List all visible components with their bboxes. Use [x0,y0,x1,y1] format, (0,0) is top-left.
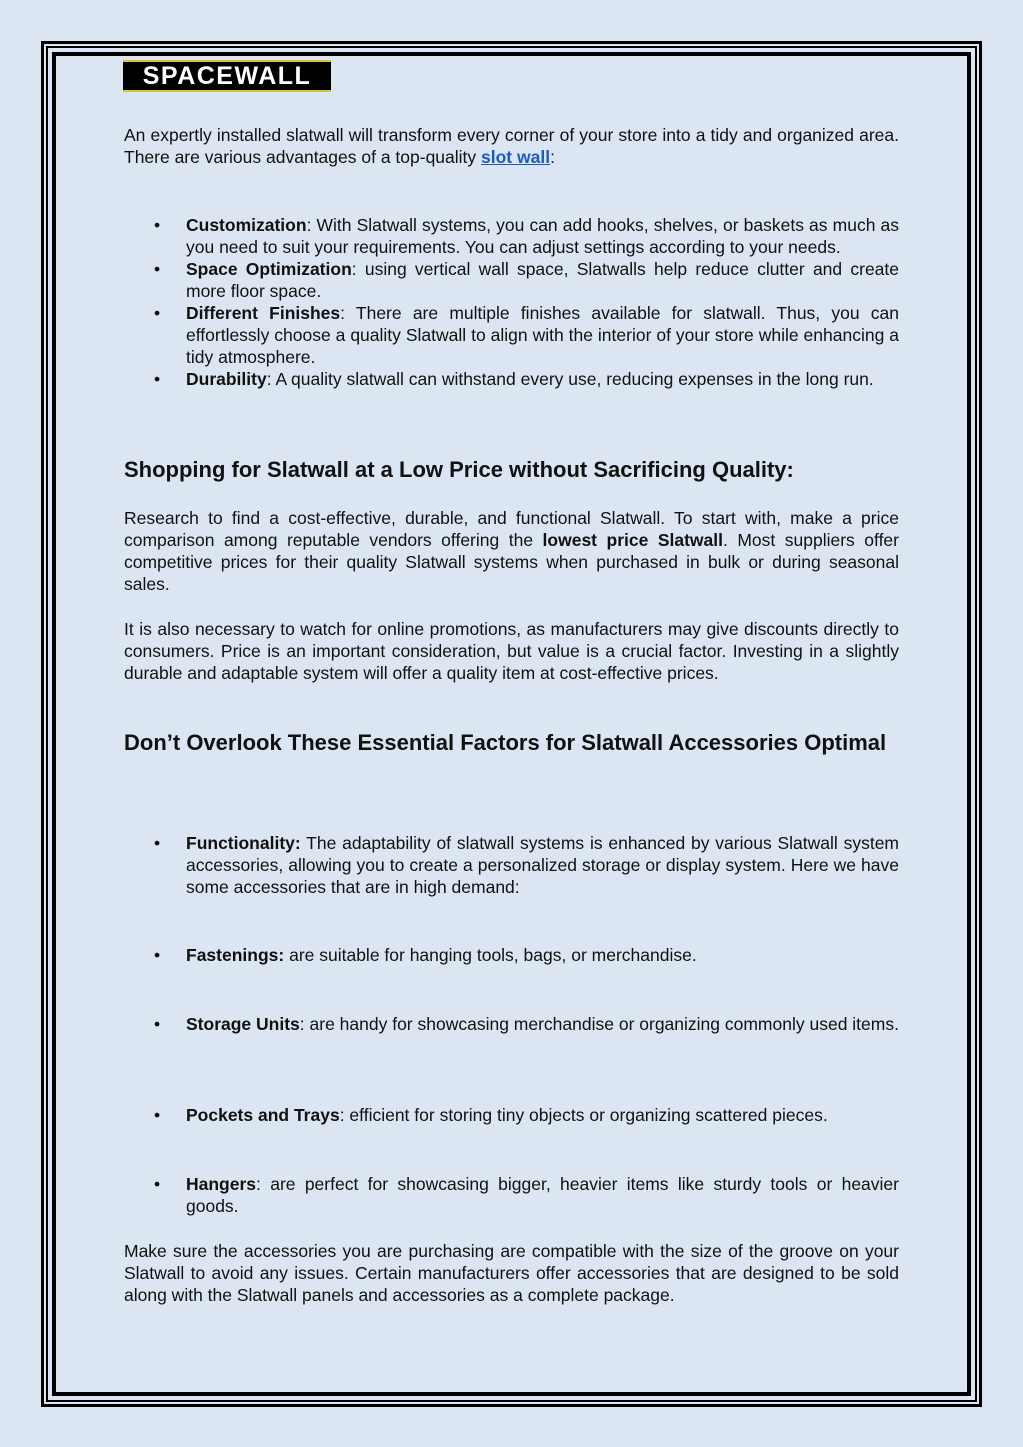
logo-text: SPACEWALL [142,61,312,90]
list-item-text: : using vertical wall space, Slatwalls help reduce clutter and create more floor space. [186,259,900,301]
intro-text: An expertly installed slatwall will transform every corner of your store into a tidy and organized area. There are various advantages of a top-quality [124,125,899,167]
accessories-list-storage [124,1013,899,1035]
list-item-term: Fastenings: [186,945,285,965]
list-item-term: Functionality: [186,833,301,853]
list-item-text: : With Slatwall systems, you can add hooks, shelves, or baskets as much as you need to suit your requirements. You can adjust settings according to your needs. [186,215,899,257]
shopping-heading: Shopping for Slatwall at a Low Price without Sacrificing Quality: [124,457,794,482]
accessories-list-pockets [124,1104,828,1126]
research-paragraph [124,507,899,595]
list-item-term: Pockets and Trays [186,1105,340,1125]
promotions-paragraph: It is also necessary to watch for online promotions, as manufacturers may give discounts directly to consumers. Price is an important consideration, but value is a crucial factor. Investing in a slightly durable and adaptable system will offer a quality item at cost-effective prices. [124,619,899,683]
accessories-heading: Don’t Overlook These Essential Factors for Slatwall Accessories Optimal [124,730,887,755]
list-item-term: Storage Units [186,1014,300,1034]
list-item-term: Durability [186,369,267,389]
list-item [124,1013,899,1035]
list-item [124,832,899,898]
list-item [124,214,899,258]
list-item-term: Different Finishes [186,303,341,323]
list-item-term: Space Optimization [186,259,352,279]
list-item [124,368,899,390]
accessories-list-fastenings [124,944,697,966]
accessories-list-hangers [124,1173,899,1217]
research-text: Research to find a cost-effective, durable, and functional Slatwall. To start with, make a price comparison among reputable vendors offering the [124,508,899,550]
advantages-list [124,214,899,390]
list-item-text: : A quality slatwall can withstand every use, reducing expenses in the long run. [266,369,874,389]
list-item [124,1173,899,1217]
list-item-text: : are perfect for showcasing bigger, heavier items like sturdy tools or heavier goods. [186,1174,899,1216]
list-item [124,258,899,302]
research-text-end: . Most suppliers offer competitive prices for their quality Slatwall systems when purchased in bulk or during seasonal sales. [124,530,899,594]
closing-paragraph: Make sure the accessories you are purchasing are compatible with the size of the groove on your Slatwall to avoid any issues. Certain manufacturers offer accessories that are designed to be sold along with the Slatwall panels and accessories as a complete package. [124,1241,899,1305]
list-item-text: : efficient for storing tiny objects or organizing scattered pieces. [339,1105,828,1125]
list-item [124,944,697,966]
list-item-term: Customization [186,215,307,235]
list-item [124,302,899,368]
intro-paragraph [124,124,899,168]
lowest-price-bold: lowest price Slatwall [542,530,723,550]
list-item-text: are suitable for hanging tools, bags, or merchandise. [284,945,697,965]
list-item-text: : There are multiple finishes available for slatwall. Thus, you can effortlessly choose a quality Slatwall to align with the interior of your store while enhancing a tidy atmosphere. [186,303,899,367]
slot-wall-link[interactable]: slot wall [481,147,551,167]
list-item-term: Hangers [186,1174,257,1194]
intro-colon: : [550,147,555,167]
spacewall-logo [123,60,331,92]
accessories-list-functionality [124,832,899,898]
list-item [124,1104,828,1126]
list-item-text: The adaptability of slatwall systems is enhanced by various Slatwall system accessories, allowing you to create a personalized storage or display system. Here we have some accessories that are in high demand: [186,833,899,897]
list-item-text: : are handy for showcasing merchandise or organizing commonly used items. [299,1014,899,1034]
